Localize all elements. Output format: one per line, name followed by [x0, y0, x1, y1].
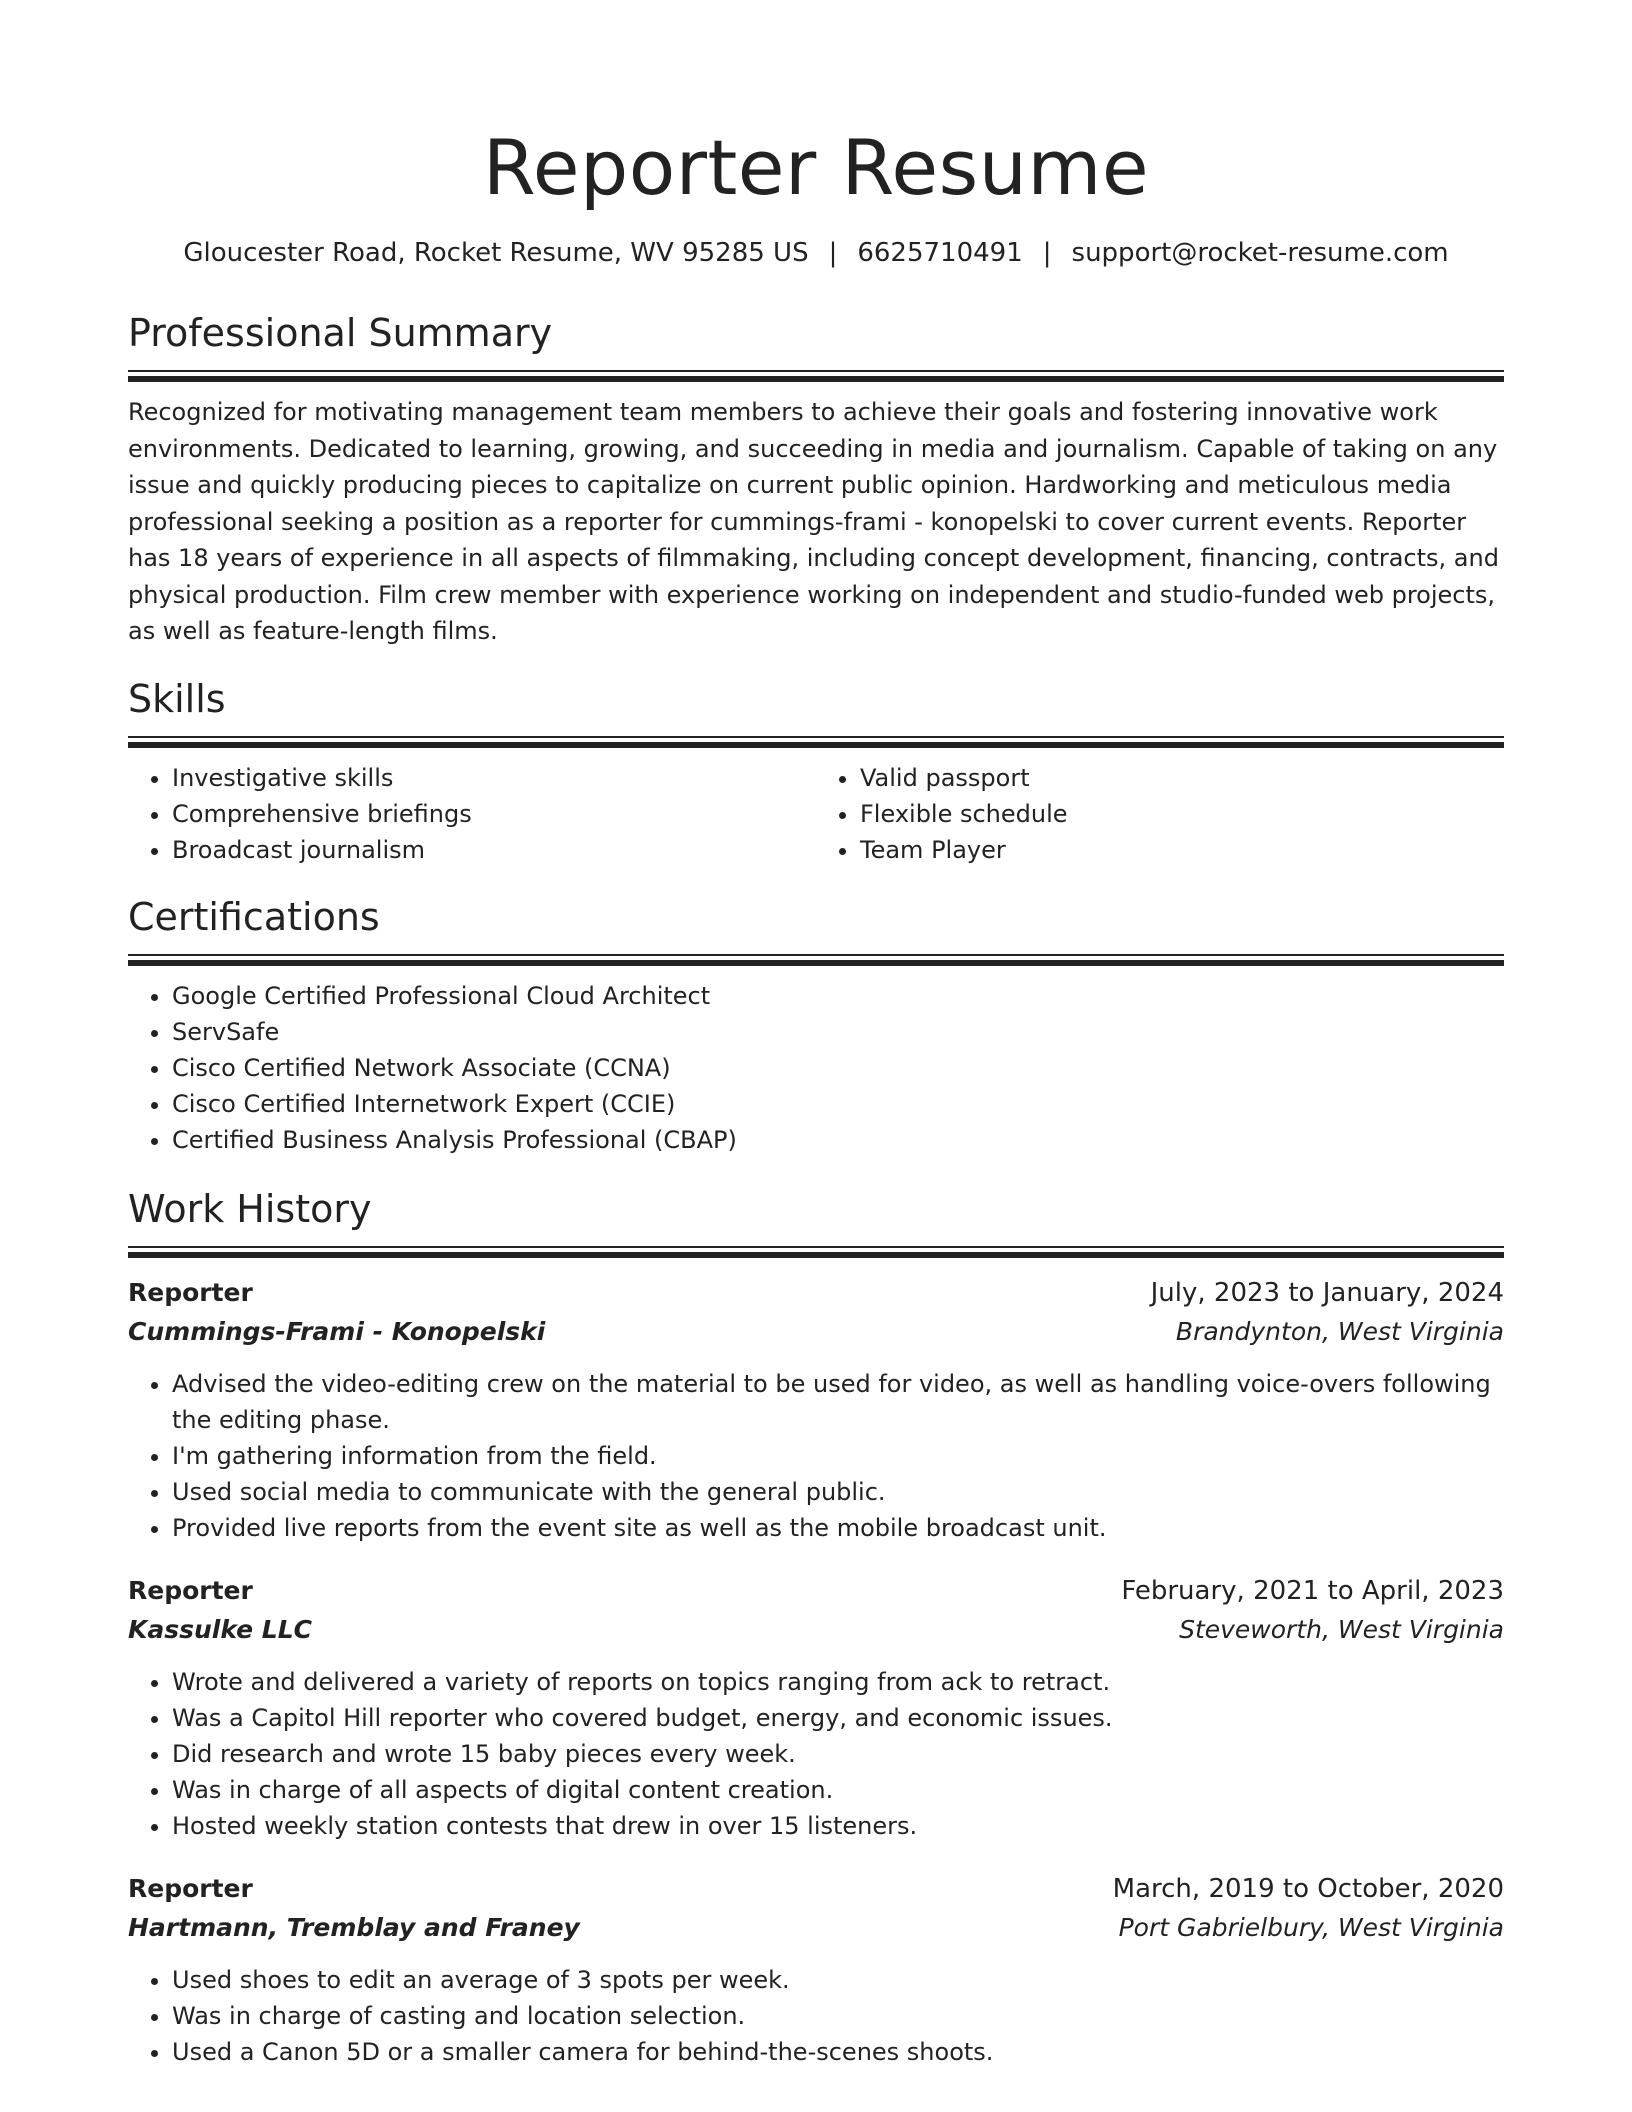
section-divider: [128, 736, 1504, 748]
skill-item: • Team Player: [860, 832, 1504, 868]
skill-item: • Valid passport: [860, 760, 1504, 796]
job-bullets: [128, 1962, 1504, 2070]
job-bullet: • Hosted weekly station contests that drew in over 15 listeners.: [172, 1808, 1504, 1844]
work-history-section: [128, 1184, 1504, 2070]
contact-email: support@rocket-resume.com: [1071, 238, 1449, 268]
certification-item: • Cisco Certified Network Associate (CCNA): [172, 1050, 1504, 1086]
skills-section: [128, 674, 1504, 868]
skill-item: • Comprehensive briefings: [172, 796, 816, 832]
contact-line: [128, 236, 1504, 270]
section-divider: [128, 954, 1504, 966]
certification-item: • Google Certified Professional Cloud Architect: [172, 978, 1504, 1014]
certifications-section: [128, 892, 1504, 1158]
summary-text: Recognized for motivating management team members to achieve their goals and fostering innovative work environments. Dedicated to learning, growing, and succeeding in media and journalism. Capable of taking on any issue and quickly producing pieces to capitalize on current public opinion. Hardworking and meticulous media professional seeking a position as a reporter for cummings-frami - konopelski to cover current events. Reporter has 18 years of experience in all aspects of filmmaking, including concept development, financing, contracts, and physical production. Film crew member with experience working on independent and studio-funded web projects, as well as feature-length films.: [128, 398, 1499, 645]
job-dates: July, 2023 to January, 2024: [1150, 1277, 1504, 1308]
job-entry: [128, 1274, 1504, 1546]
job-bullet: • Used shoes to edit an average of 3 spots per week.: [172, 1962, 1504, 1998]
job-bullet: • I'm gathering information from the field.: [172, 1438, 1504, 1474]
job-bullets: [128, 1366, 1504, 1546]
job-bullet: • Did research and wrote 15 baby pieces every week.: [172, 1736, 1504, 1772]
skill-item: • Broadcast journalism: [172, 832, 816, 868]
job-bullet: • Was in charge of all aspects of digital content creation.: [172, 1772, 1504, 1808]
certifications-list: [128, 978, 1504, 1158]
skills-grid: [128, 760, 1504, 868]
skills-list-right: [816, 760, 1504, 868]
contact-address: Gloucester Road, Rocket Resume, WV 95285 US: [183, 238, 809, 268]
job-dates: February, 2021 to April, 2023: [1121, 1575, 1504, 1606]
certification-item: • Cisco Certified Internetwork Expert (CCIE): [172, 1086, 1504, 1122]
job-title: Reporter: [128, 1873, 253, 1903]
contact-separator: |: [1042, 238, 1052, 268]
job-entry: [128, 1572, 1504, 1844]
job-bullets: [128, 1664, 1504, 1844]
job-bullet: • Used social media to communicate with the general public.: [172, 1474, 1504, 1510]
certifications-heading: Certifications: [128, 894, 380, 939]
section-divider: [128, 370, 1504, 382]
contact-separator: |: [828, 238, 838, 268]
resume-title: Reporter Resume: [482, 123, 1150, 212]
job-bullet: • Wrote and delivered a variety of reports on topics ranging from ack to retract.: [172, 1664, 1504, 1700]
job-bullet: • Used a Canon 5D or a smaller camera for behind-the-scenes shoots.: [172, 2034, 1504, 2070]
job-bullet: • Was in charge of casting and location selection.: [172, 1998, 1504, 2034]
job-location: Brandynton, West Virginia: [1175, 1316, 1504, 1346]
summary-heading: Professional Summary: [128, 311, 553, 355]
work-history-heading: Work History: [128, 1186, 372, 1231]
certification-item: • ServSafe: [172, 1014, 1504, 1050]
job-title: Reporter: [128, 1575, 253, 1605]
job-location: Steveworth, West Virginia: [1179, 1614, 1504, 1644]
section-divider: [128, 1246, 1504, 1258]
skill-item: • Flexible schedule: [860, 796, 1504, 832]
job-bullet: • Advised the video-editing crew on the material to be used for video, as well as handling voice-overs following the editing phase.: [172, 1366, 1504, 1438]
summary-section: [128, 308, 1504, 650]
job-company: Hartmann, Tremblay and Franey: [128, 1912, 580, 1942]
certification-item: • Certified Business Analysis Professional (CBAP): [172, 1122, 1504, 1158]
job-bullet: • Provided live reports from the event site as well as the mobile broadcast unit.: [172, 1510, 1504, 1546]
job-entry: [128, 1870, 1504, 2070]
resume-page: [128, 0, 1504, 2070]
job-title: Reporter: [128, 1277, 253, 1307]
skill-item: • Investigative skills: [172, 760, 816, 796]
contact-phone: 6625710491: [857, 238, 1023, 268]
job-company: Cummings-Frami - Konopelski: [128, 1316, 546, 1346]
job-dates: March, 2019 to October, 2020: [1112, 1873, 1504, 1904]
job-company: Kassulke LLC: [128, 1614, 312, 1644]
job-bullet: • Was a Capitol Hill reporter who covered budget, energy, and economic issues.: [172, 1700, 1504, 1736]
job-location: Port Gabrielbury, West Virginia: [1118, 1912, 1504, 1942]
skills-heading: Skills: [128, 676, 226, 721]
skills-list-left: [128, 760, 816, 868]
